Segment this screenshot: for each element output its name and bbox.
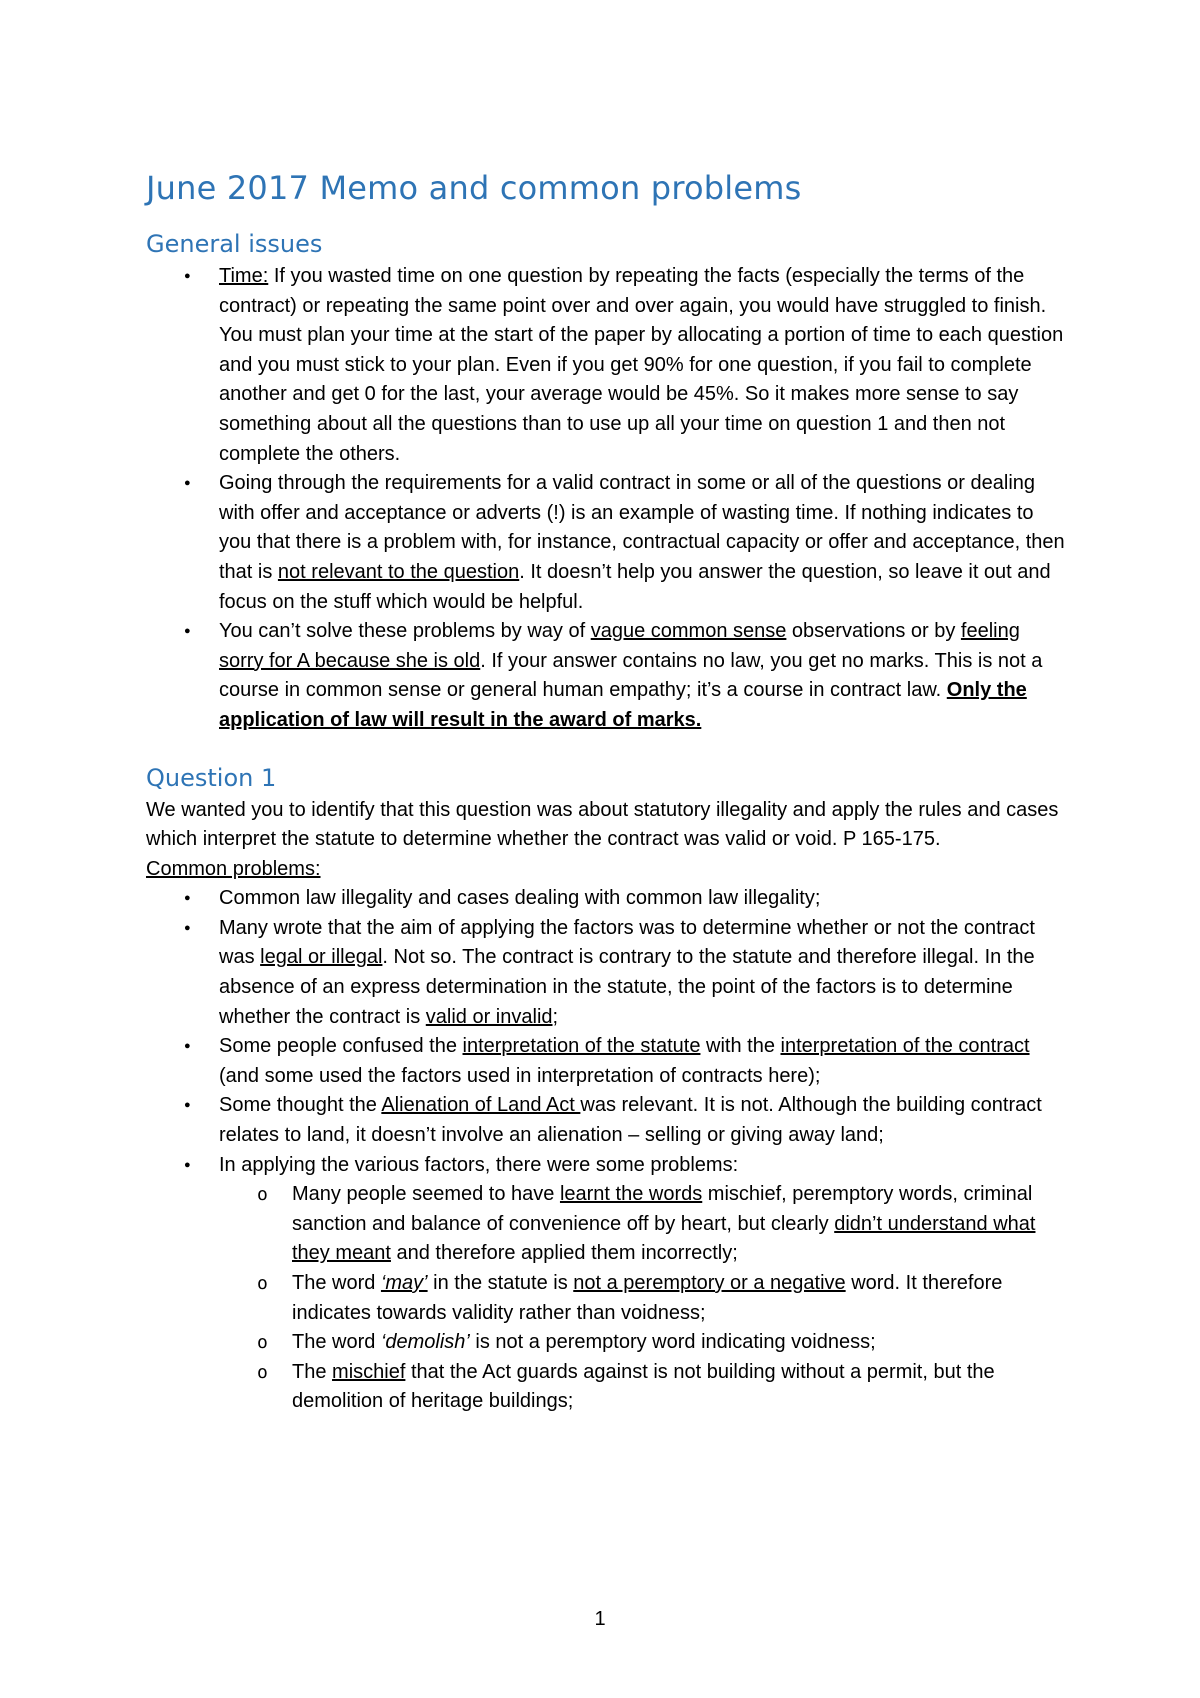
sublist-item <box>219 1269 1066 1328</box>
text-run: that the Act guards against is not building without a permit, but the demolition of heritage buildings; <box>292 1360 995 1413</box>
text-run: observations or by <box>786 620 961 643</box>
italic-phrase: ‘demolish’ <box>380 1331 470 1354</box>
sublist-item <box>219 1358 1066 1417</box>
text-run: . It doesn’t help you answer the question, so leave it out and focus on the stuff which would be helpful. <box>219 560 1051 613</box>
text-run: . If your answer contains no law, you get no marks. This is not a course in common sense or general human empathy; it’s a course in contract law. <box>219 649 1043 702</box>
underlined-phrase: didn’t understand what they meant <box>292 1212 1036 1265</box>
text-run: and therefore applied them incorrectly; <box>390 1242 738 1265</box>
text-run: with the <box>700 1035 781 1058</box>
text-run: mischief, peremptory words, criminal sanction and balance of convenience off by heart, but clearly <box>292 1183 1033 1235</box>
common-problems-label: Common problems: <box>146 857 321 880</box>
question-1-intro: We wanted you to identify that this question was about statutory illegality and apply the rules and cases which interpret the statute to determine whether the contract was valid or void. P 165-175. <box>146 798 1059 851</box>
text-run: in the statute is <box>427 1272 574 1294</box>
underlined-phrase: not relevant to the question <box>277 560 520 583</box>
text-run: The <box>292 1360 333 1383</box>
underlined-phrase: vague common sense <box>590 620 787 643</box>
underlined-phrase: interpretation of the statute <box>462 1035 701 1058</box>
question-1-problems-list <box>146 884 1066 1417</box>
underlined-phrase: mischief <box>332 1360 406 1383</box>
text-run: Many wrote that the aim of applying the factors was to determine whether or not the contract was <box>219 916 1035 969</box>
text-run: In applying the various factors, there were some problems: <box>219 1153 739 1176</box>
time-text: If you wasted time on one question by repeating the facts (especially the terms of the contract) or repeating the same point over and over again, you would have struggled to finish. You must plan your time at the start of the paper by allocating a portion of time to each question and you must stick to your plan. Even if you get 90% for one question, if you fail to complete another and get 0 for the last, your average would be 45%. So it makes more sense to say something about all the questions than to use up all your time on question 1 and then not complete the others. <box>219 265 1064 465</box>
list-item: ● Common law illegality and cases dealing with common law illegality; <box>146 884 1066 914</box>
underlined-phrase: interpretation of the contract <box>780 1035 1030 1058</box>
time-label: Time: <box>219 265 269 287</box>
text-run: Some people confused the <box>219 1035 463 1058</box>
text-run: Many people seemed to have <box>292 1183 560 1206</box>
general-issues-list <box>146 262 1066 736</box>
factors-sublist <box>219 1180 1066 1417</box>
text-run: Going through the requirements for a valid contract in some or all of the questions or dealing with offer and acceptance or adverts (!) is an example of wasting time. If nothing indicates to you that there is a problem with, for instance, contractual capacity or offer and acceptance, then that is <box>219 472 1065 583</box>
list-item <box>146 1151 1066 1417</box>
underlined-phrase: learnt the words <box>559 1183 703 1206</box>
underlined-phrase: Alienation of Land Act <box>381 1094 581 1117</box>
text-run: is not a peremptory word indicating voidness; <box>469 1331 876 1354</box>
text-run: The word <box>292 1331 381 1354</box>
page-content <box>146 168 1066 1417</box>
underlined-phrase: valid or invalid <box>425 1005 553 1028</box>
list-item <box>146 1091 1066 1150</box>
text-run: ; <box>552 1005 559 1028</box>
document-title: June 2017 Memo and common problems <box>146 169 802 207</box>
underlined-phrase: feeling sorry for A because she is old <box>219 620 1020 672</box>
text-run: word. It therefore indicates towards validity rather than voidness; <box>292 1272 1003 1324</box>
text-run: was relevant. It is not. Although the building contract relates to land, it doesn’t involve an alienation – selling or giving away land; <box>219 1094 1042 1147</box>
text-run: You can’t solve these problems by way of <box>219 620 591 643</box>
list-item <box>146 1032 1066 1091</box>
section-heading-question-1: Question 1 <box>146 763 277 792</box>
list-item-common-sense <box>146 617 1066 735</box>
list-item-wasting-time <box>146 469 1066 617</box>
underlined-phrase: legal or illegal <box>260 946 383 969</box>
text-run: The word <box>292 1272 381 1294</box>
bold-underlined-statement: Only the application of law will result in the award of marks. <box>219 679 1027 731</box>
underlined-phrase: not a peremptory or a negative <box>573 1272 846 1294</box>
text-run: Some thought the <box>219 1094 382 1117</box>
text-run: . Not so. The contract is contrary to the statute and therefore illegal. In the absence of an express determination in the statute, the point of the factors is to determine whether the contract is <box>219 946 1035 1028</box>
list-item <box>146 914 1066 1032</box>
text-run: (and some used the factors used in interpretation of contracts here); <box>219 1064 821 1087</box>
sublist-item <box>219 1180 1066 1269</box>
underlined-italic-phrase: ‘may’ <box>380 1272 428 1294</box>
list-item-time <box>146 262 1066 469</box>
sublist-item <box>219 1328 1066 1358</box>
page-number: 1 <box>594 1608 606 1630</box>
section-heading-general-issues: General issues <box>146 230 323 258</box>
